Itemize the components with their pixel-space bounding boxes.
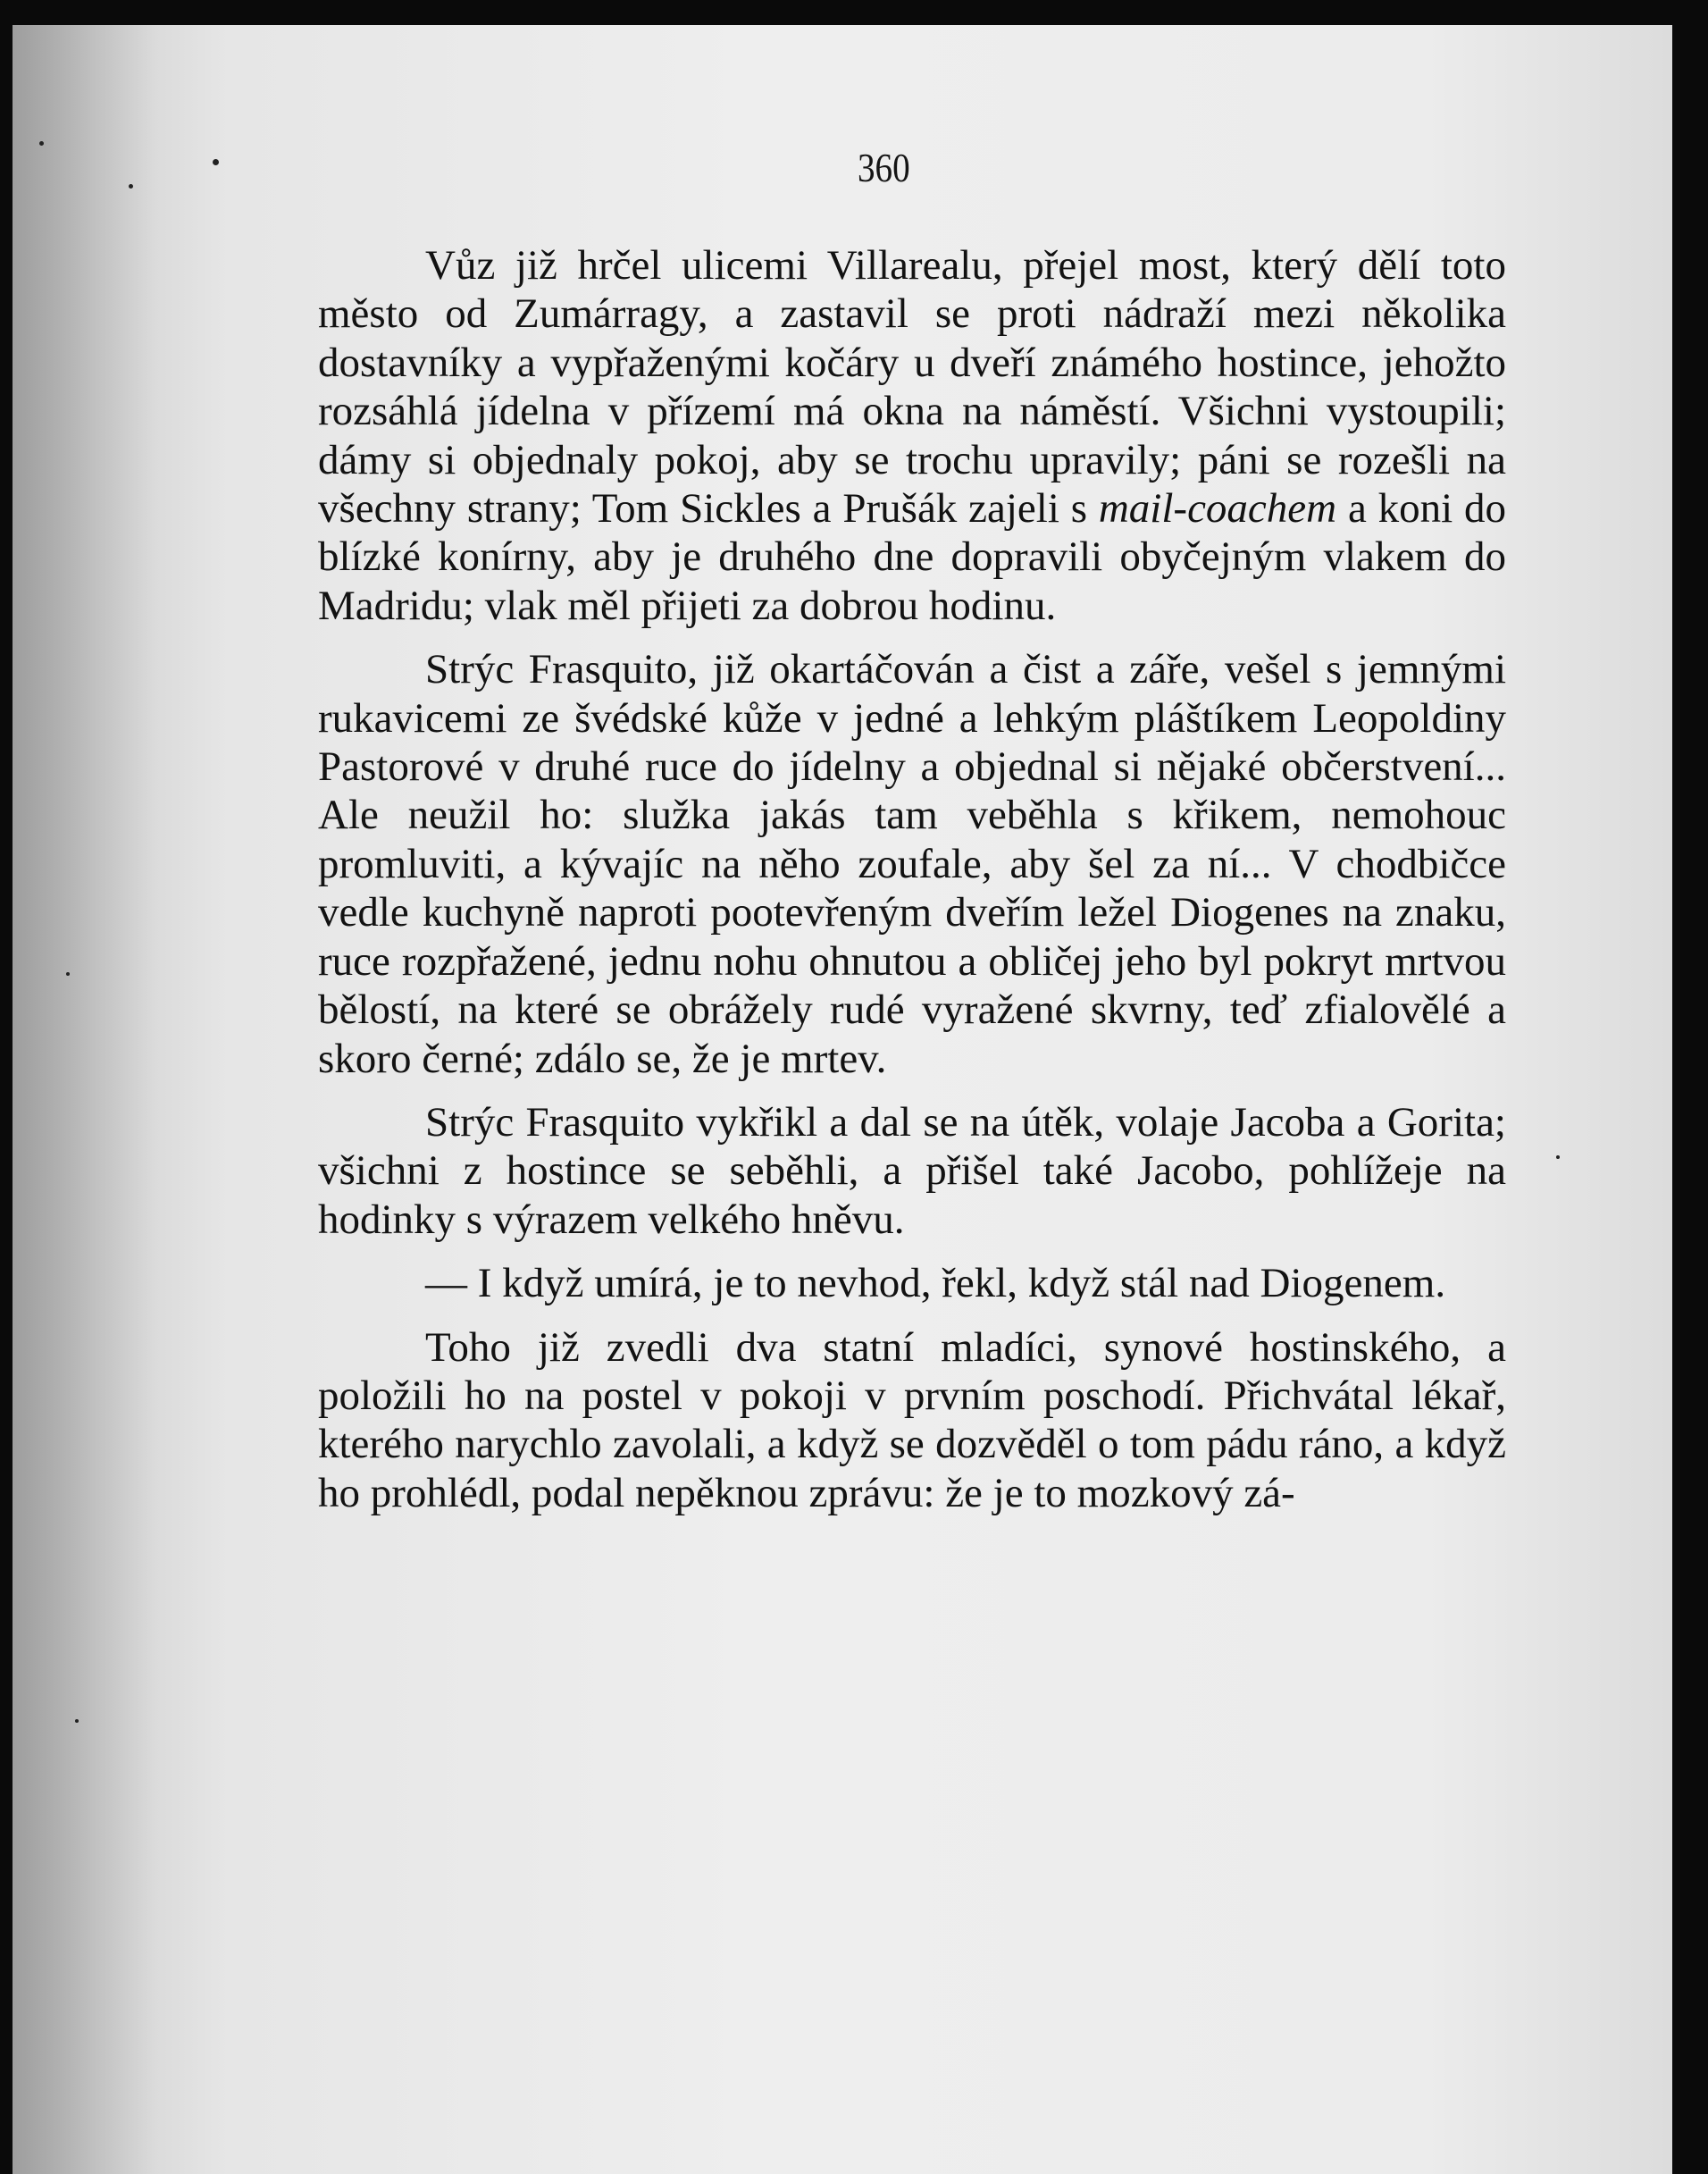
paragraph-1-text-after: a koni do blízké konírny, aby je druhého dne dopravili obyčejným vlakem do Madridu; vlak měl přijeti za dobrou hodinu.: [318, 485, 1507, 629]
paragraph-1: [318, 241, 1506, 630]
scan-speck: [75, 1719, 79, 1723]
scan-speck: [66, 972, 70, 976]
page-number: 360: [858, 145, 910, 190]
scan-speck: [39, 141, 44, 146]
scan-speck: [1556, 1155, 1560, 1159]
paragraph-1-text-before: Vůz již hrčel ulicemi Villarealu, přejel most, který dělí toto město od Zumárragy, a zastavil se proti nádraží mezi několika dostavníky a vypřaženými kočáry u dveří známého hostince, jehožto rozsáhlá jídelna v přízemí má okna na náměstí. Všichni vystoupili; dámy si objednaly pokoj, aby se trochu upravily; páni se rozešli na všechny strany; Tom Sickles a Prušák zajeli s: [318, 242, 1506, 533]
scan-speck: [213, 159, 219, 165]
paragraph-3: Strýc Frasquito vykřikl a dal se na útěk, volaje Jacoba a Gorita; všichni z hostince se seběhli, a přišel také Jacobo, pohlížeje na hodinky s výrazem velkého hněvu.: [318, 1098, 1506, 1243]
paragraph-2: Strýc Frasquito, již okartáčován a čist a záře, vešel s jemnými rukavicemi ze švédské kůže v jedné a lehkým pláštíkem Leopoldiny Pastorové v druhé ruce do jídelny a objednal si nějaké občerstvení... Ale neužil ho: služka jakás tam veběhla s křikem, nemohouc promluviti, a kývajíc na něho zoufale, aby šel za ní... V chodbičce vedle kuchyně naproti pootevřeným dveřím ležel Diogenes na znaku, ruce rozpřažené, jednu nohu ohnutou a obličej jeho byl pokryt mrtvou bělostí, na které se obrážely rudé vyražené skvrny, teď zfialovělé a skoro černé; zdálo se, že je mrtev.: [318, 646, 1506, 1082]
paragraph-4-dialogue: — I když umírá, je to nevhod, řekl, když stál nad Diogenem.: [425, 1260, 1446, 1307]
italic-term: mail-coachem: [1098, 485, 1337, 533]
paragraph-5: Toho již zvedli dva statní mladíci, synové hostinského, a položili ho na postel v pokoji v prvním poschodí. Přichvátal lékař, kterého narychlo zavolali, a když se dozvěděl o tom pádu ráno, a když ho prohlédl, podal nepěknou zprávu: že je to mozkový zá-: [318, 1323, 1506, 1516]
body-text: [318, 241, 1506, 1517]
scan-speck: [129, 184, 133, 189]
